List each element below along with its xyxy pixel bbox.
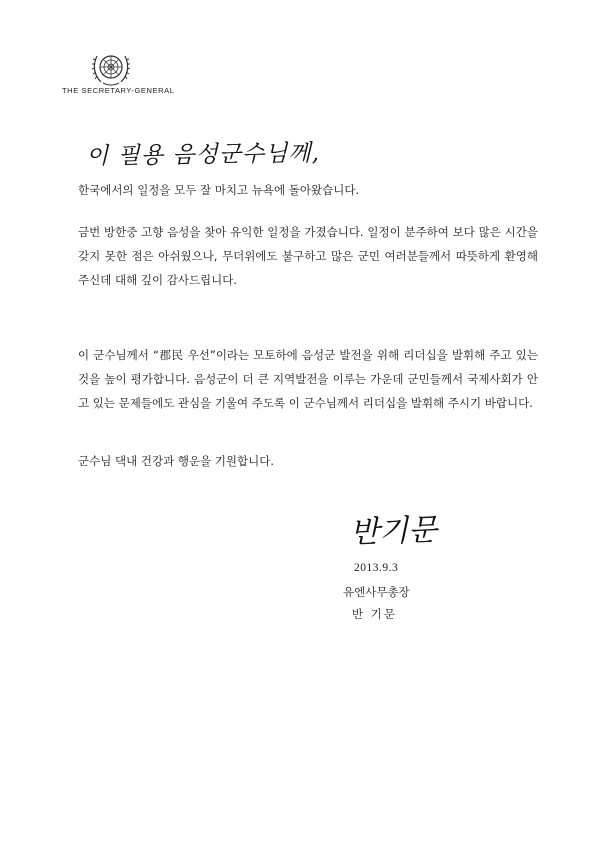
office-label: THE SECRETARY-GENERAL	[62, 86, 175, 95]
salutation-handwritten: 이 필용 음성군수님께,	[85, 140, 321, 170]
letter-date: 2013.9.3	[354, 562, 399, 574]
un-emblem-icon	[91, 48, 131, 88]
signer-name: 반 기문	[352, 607, 397, 621]
letter-paragraph-4: 군수님 댁내 건강과 행운을 기원합니다.	[78, 454, 275, 468]
letter-paragraph-3: 이 군수님께서 “郡民 우선”이라는 모토하에 음성군 발전을 위해 리더십을 발휘해 주고 있는 것을 높이 평가합니다. 음성군이 더 큰 지역발전을 이루는 가운데 군민들께서 국제사회가 안고 있는 문제들에도 관심을 기울여 주도록 이 군수님께서 리더십을 발휘해 주시기 바랍니다.	[78, 348, 538, 410]
signer-title: 유엔사무총장	[343, 585, 410, 599]
letter-paragraph-1: 한국에서의 일정을 모두 잘 마치고 뉴욕에 돌아왔습니다.	[78, 183, 360, 197]
letter-paragraph-2: 금번 방한중 고향 음성을 찾아 유익한 일정을 가졌습니다. 일정이 분주하여 보다 많은 시간을 갖지 못한 점은 아쉬웠으나, 무더위에도 불구하고 많은 군민 여러분들께서 따뜻하게 환영해 주신데 대해 깊이 감사드립니다.	[78, 225, 538, 287]
handwritten-signature: 반기문	[349, 512, 438, 551]
